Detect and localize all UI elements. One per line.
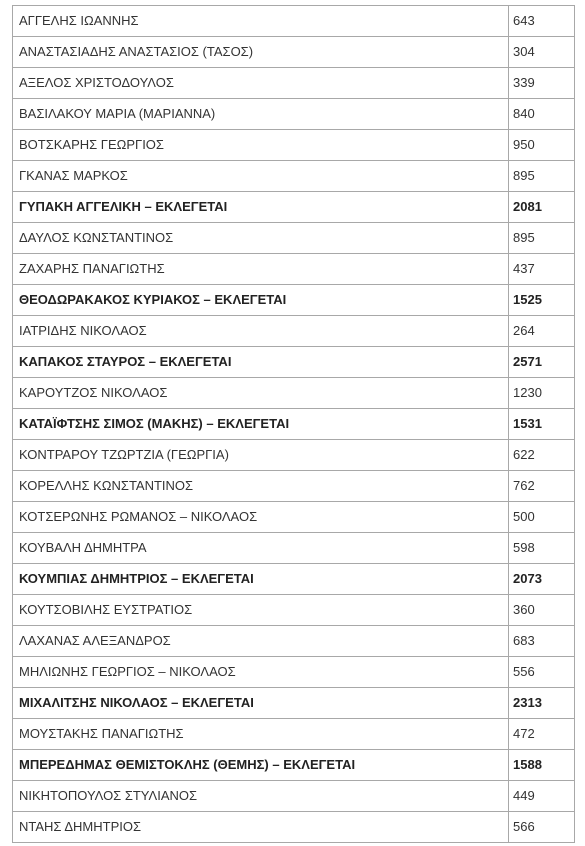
candidate-votes-cell: 449	[509, 781, 575, 812]
candidate-votes-cell: 304	[509, 37, 575, 68]
candidate-name-cell: ΚΑΠΑΚΟΣ ΣΤΑΥΡΟΣ – ΕΚΛΕΓΕΤΑΙ	[13, 347, 509, 378]
table-row	[13, 657, 575, 688]
candidate-votes-cell: 598	[509, 533, 575, 564]
candidate-name-cell: ΖΑΧΑΡΗΣ ΠΑΝΑΓΙΩΤΗΣ	[13, 254, 509, 285]
table-row	[13, 99, 575, 130]
candidate-votes-cell: 437	[509, 254, 575, 285]
table-row	[13, 471, 575, 502]
candidate-votes-cell: 1525	[509, 285, 575, 316]
candidate-name-cell: ΓΚΑΝΑΣ ΜΑΡΚΟΣ	[13, 161, 509, 192]
candidate-name-cell: ΝΙΚΗΤΟΠΟΥΛΟΣ ΣΤΥΛΙΑΝΟΣ	[13, 781, 509, 812]
table-row	[13, 378, 575, 409]
table-row	[13, 223, 575, 254]
candidate-votes-cell: 472	[509, 719, 575, 750]
candidate-name-cell: ΑΓΓΕΛΗΣ ΙΩΑΝΝΗΣ	[13, 6, 509, 37]
table-row	[13, 812, 575, 843]
candidate-votes-cell: 556	[509, 657, 575, 688]
candidate-name-cell: ΔΑΥΛΟΣ ΚΩΝΣΤΑΝΤΙΝΟΣ	[13, 223, 509, 254]
table-row	[13, 750, 575, 781]
candidate-name-cell: ΑΝΑΣΤΑΣΙΑΔΗΣ ΑΝΑΣΤΑΣΙΟΣ (ΤΑΣΟΣ)	[13, 37, 509, 68]
candidate-name-cell: ΜΠΕΡΕΔΗΜΑΣ ΘΕΜΙΣΤΟΚΛΗΣ (ΘΕΜΗΣ) – ΕΚΛΕΓΕΤΑΙ	[13, 750, 509, 781]
candidate-votes-cell: 339	[509, 68, 575, 99]
table-row	[13, 285, 575, 316]
candidate-name-cell: ΚΟΡΕΛΛΗΣ ΚΩΝΣΤΑΝΤΙΝΟΣ	[13, 471, 509, 502]
table-row	[13, 626, 575, 657]
candidate-name-cell: ΜΗΛΙΩΝΗΣ ΓΕΩΡΓΙΟΣ – ΝΙΚΟΛΑΟΣ	[13, 657, 509, 688]
candidate-votes-cell: 950	[509, 130, 575, 161]
candidate-votes-cell: 1588	[509, 750, 575, 781]
candidate-name-cell: ΚΟΥΤΣΟΒΙΛΗΣ ΕΥΣΤΡΑΤΙΟΣ	[13, 595, 509, 626]
table-row	[13, 533, 575, 564]
candidate-votes-cell: 1531	[509, 409, 575, 440]
table-row	[13, 502, 575, 533]
candidate-votes-cell: 2081	[509, 192, 575, 223]
candidate-name-cell: ΜΟΥΣΤΑΚΗΣ ΠΑΝΑΓΙΩΤΗΣ	[13, 719, 509, 750]
candidate-votes-cell: 2313	[509, 688, 575, 719]
candidate-name-cell: ΚΑΤΑΪΦΤΣΗΣ ΣΙΜΟΣ (ΜΑΚΗΣ) – ΕΚΛΕΓΕΤΑΙ	[13, 409, 509, 440]
table-row	[13, 347, 575, 378]
candidate-name-cell: ΝΤΑΗΣ ΔΗΜΗΤΡΙΟΣ	[13, 812, 509, 843]
table-row	[13, 688, 575, 719]
candidate-votes-cell: 566	[509, 812, 575, 843]
table-row	[13, 781, 575, 812]
table-row	[13, 68, 575, 99]
table-row	[13, 564, 575, 595]
candidate-votes-cell: 622	[509, 440, 575, 471]
table-row	[13, 595, 575, 626]
candidate-votes-cell: 2571	[509, 347, 575, 378]
candidate-votes-cell: 683	[509, 626, 575, 657]
table-row	[13, 130, 575, 161]
candidate-name-cell: ΒΑΣΙΛΑΚΟΥ ΜΑΡΙΑ (ΜΑΡΙΑΝΝΑ)	[13, 99, 509, 130]
candidate-name-cell: ΜΙΧΑΛΙΤΣΗΣ ΝΙΚΟΛΑΟΣ – ΕΚΛΕΓΕΤΑΙ	[13, 688, 509, 719]
table-row	[13, 254, 575, 285]
candidates-table	[12, 5, 575, 843]
candidate-name-cell: ΓΥΠΑΚΗ ΑΓΓΕΛΙΚΗ – ΕΚΛΕΓΕΤΑΙ	[13, 192, 509, 223]
table-row	[13, 192, 575, 223]
candidate-votes-cell: 762	[509, 471, 575, 502]
candidate-name-cell: ΚΟΝΤΡΑΡΟΥ ΤΖΩΡΤΖΙΑ (ΓΕΩΡΓΙΑ)	[13, 440, 509, 471]
candidate-votes-cell: 500	[509, 502, 575, 533]
candidate-votes-cell: 840	[509, 99, 575, 130]
candidate-votes-cell: 360	[509, 595, 575, 626]
table-row	[13, 719, 575, 750]
candidate-name-cell: ΚΟΥΒΑΛΗ ΔΗΜΗΤΡΑ	[13, 533, 509, 564]
table-row	[13, 316, 575, 347]
table-row	[13, 6, 575, 37]
candidate-votes-cell: 2073	[509, 564, 575, 595]
candidate-votes-cell: 264	[509, 316, 575, 347]
candidate-name-cell: ΑΞΕΛΟΣ ΧΡΙΣΤΟΔΟΥΛΟΣ	[13, 68, 509, 99]
candidate-votes-cell: 643	[509, 6, 575, 37]
candidate-name-cell: ΙΑΤΡΙΔΗΣ ΝΙΚΟΛΑΟΣ	[13, 316, 509, 347]
candidate-name-cell: ΒΟΤΣΚΑΡΗΣ ΓΕΩΡΓΙΟΣ	[13, 130, 509, 161]
table-row	[13, 409, 575, 440]
candidate-name-cell: ΚΑΡΟΥΤΖΟΣ ΝΙΚΟΛΑΟΣ	[13, 378, 509, 409]
candidate-votes-cell: 895	[509, 223, 575, 254]
candidate-name-cell: ΚΟΤΣΕΡΩΝΗΣ ΡΩΜΑΝΟΣ – ΝΙΚΟΛΑΟΣ	[13, 502, 509, 533]
candidate-name-cell: ΛΑΧΑΝΑΣ ΑΛΕΞΑΝΔΡΟΣ	[13, 626, 509, 657]
candidate-votes-cell: 895	[509, 161, 575, 192]
candidate-votes-cell: 1230	[509, 378, 575, 409]
table-row	[13, 440, 575, 471]
table-row	[13, 161, 575, 192]
candidates-table-body	[13, 6, 575, 843]
candidate-name-cell: ΚΟΥΜΠΙΑΣ ΔΗΜΗΤΡΙΟΣ – ΕΚΛΕΓΕΤΑΙ	[13, 564, 509, 595]
table-row	[13, 37, 575, 68]
candidate-name-cell: ΘΕΟΔΩΡΑΚΑΚΟΣ ΚΥΡΙΑΚΟΣ – ΕΚΛΕΓΕΤΑΙ	[13, 285, 509, 316]
